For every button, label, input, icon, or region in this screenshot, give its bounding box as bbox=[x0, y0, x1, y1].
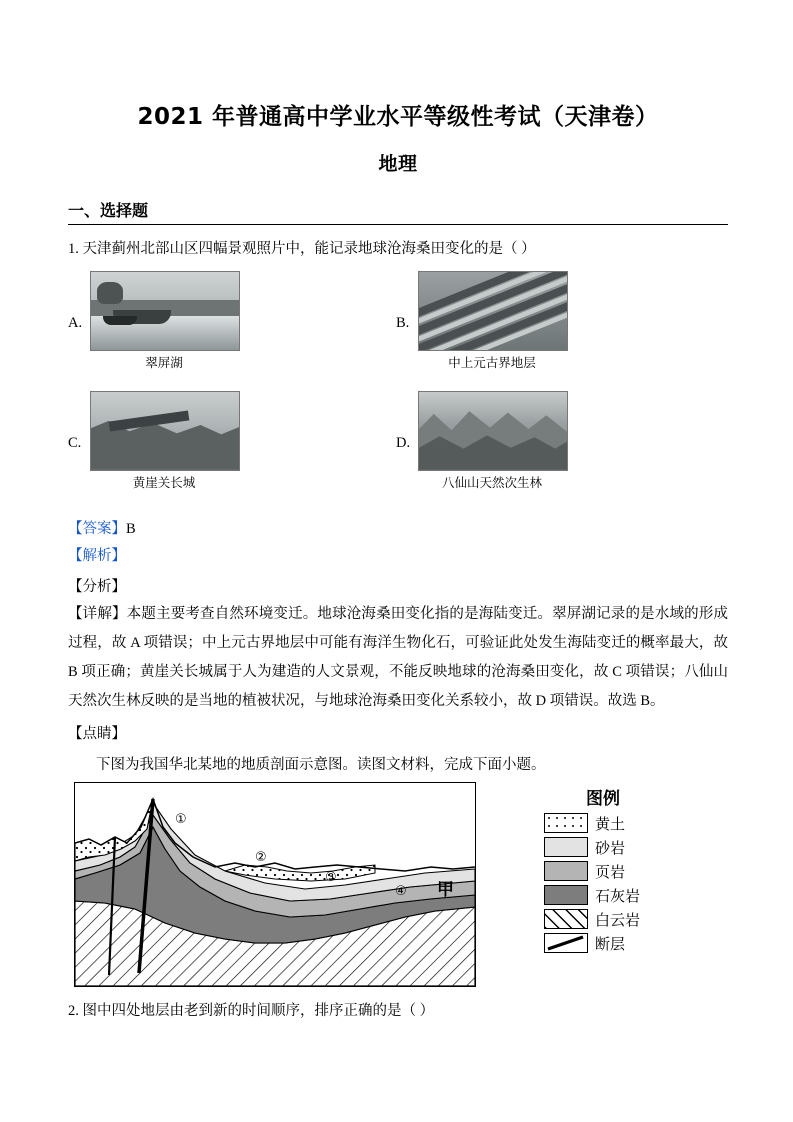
legend-item-dolomite bbox=[544, 909, 662, 930]
legend-label-shale: 页岩 bbox=[595, 862, 626, 881]
option-c-label: C. bbox=[68, 434, 82, 451]
legend-item-limestone bbox=[544, 885, 662, 906]
legend-swatch-limestone bbox=[544, 885, 588, 905]
detail-label: 【详解】 bbox=[68, 605, 127, 622]
legend-item-shale bbox=[544, 861, 662, 882]
great-wall-photo bbox=[90, 391, 240, 471]
marker-1: ① bbox=[175, 811, 187, 827]
legend-item-fault bbox=[544, 933, 662, 954]
legend-swatch-fault bbox=[544, 933, 588, 953]
legend-label-loess: 黄土 bbox=[595, 814, 626, 833]
option-d-caption: 八仙山天然次生林 bbox=[441, 474, 542, 490]
marker-3: ③ bbox=[325, 869, 337, 885]
area-label-jia: 甲 bbox=[437, 879, 454, 900]
legend-item-sandstone bbox=[544, 837, 662, 858]
option-c-caption: 黄崖关长城 bbox=[132, 474, 196, 490]
section-heading: 一、选择题 bbox=[68, 198, 728, 225]
dianjing-label: 【点睛】 bbox=[68, 725, 126, 742]
rock-strata-photo bbox=[418, 271, 568, 351]
answer-line bbox=[68, 517, 728, 538]
figure-intro-text: 下图为我国华北某地的地质剖面示意图。读图文材料，完成下面小题。 bbox=[96, 756, 546, 773]
page-content bbox=[68, 0, 728, 1020]
option-a-label: A. bbox=[68, 314, 83, 331]
legend-label-fault: 断层 bbox=[595, 934, 626, 953]
subject-title: 地理 bbox=[378, 153, 418, 175]
option-b-caption: 中上元古界地层 bbox=[448, 354, 536, 370]
legend-label-sandstone: 砂岩 bbox=[595, 838, 626, 857]
geologic-cross-section bbox=[74, 782, 476, 987]
legend-title: 图例 bbox=[586, 788, 620, 809]
legend-item-loess bbox=[544, 813, 662, 834]
marker-2: ② bbox=[255, 849, 267, 865]
legend-swatch-shale bbox=[544, 861, 588, 881]
forest-mountain-photo bbox=[418, 391, 568, 471]
cross-section-svg bbox=[75, 783, 475, 986]
answer-label: 【答案】 bbox=[68, 520, 126, 537]
option-a-caption: 翠屏湖 bbox=[145, 354, 183, 370]
question-1-text: 1. 天津蓟州北部山区四幅景观照片中，能记录地球沧海桑田变化的是（ ） bbox=[68, 241, 536, 257]
legend-label-dolomite: 白云岩 bbox=[595, 910, 641, 929]
answer-value: B bbox=[126, 520, 136, 537]
legend-swatch-sandstone bbox=[544, 837, 588, 857]
detail-paragraph bbox=[68, 600, 728, 716]
legend-swatch-loess bbox=[544, 813, 588, 833]
question-2-text: 2. 图中四处地层由老到新的时间顺序，排序正确的是（ ） bbox=[68, 1002, 435, 1019]
analysis-label: 【分析】 bbox=[68, 578, 126, 595]
question-1-options bbox=[68, 271, 728, 511]
option-d-label: D. bbox=[396, 434, 411, 451]
explain-label: 【解析】 bbox=[68, 547, 126, 564]
option-b-label: B. bbox=[396, 314, 410, 331]
marker-4: ④ bbox=[395, 883, 407, 899]
geologic-figure bbox=[74, 782, 677, 985]
legend-label-limestone: 石灰岩 bbox=[595, 886, 641, 905]
legend bbox=[544, 784, 662, 957]
legend-swatch-dolomite bbox=[544, 909, 588, 929]
page-title: 2021 年普通高中学业水平等级性考试（天津卷） bbox=[137, 104, 659, 130]
fault-line-icon bbox=[545, 934, 587, 952]
detail-text: 本题主要考查自然环境变迁。地球沧海桑田变化指的是海陆变迁。翠屏湖记录的是水域的形成过程，故 A 项错误；中上元古界地层中可能有海洋生物化石，可验证此处发生海陆变迁的概率最大，故 B 项正确；黄崖关长城属于人为建造的人文景观，不能反映地球的沧海桑田变化，故 C 项错误；八仙山天然次生林反映的是当地的植被状况，与地球沧海桑田变化关系较小，故 D 项错误。故选 B。 bbox=[68, 605, 729, 709]
river-boat-photo bbox=[90, 271, 240, 351]
